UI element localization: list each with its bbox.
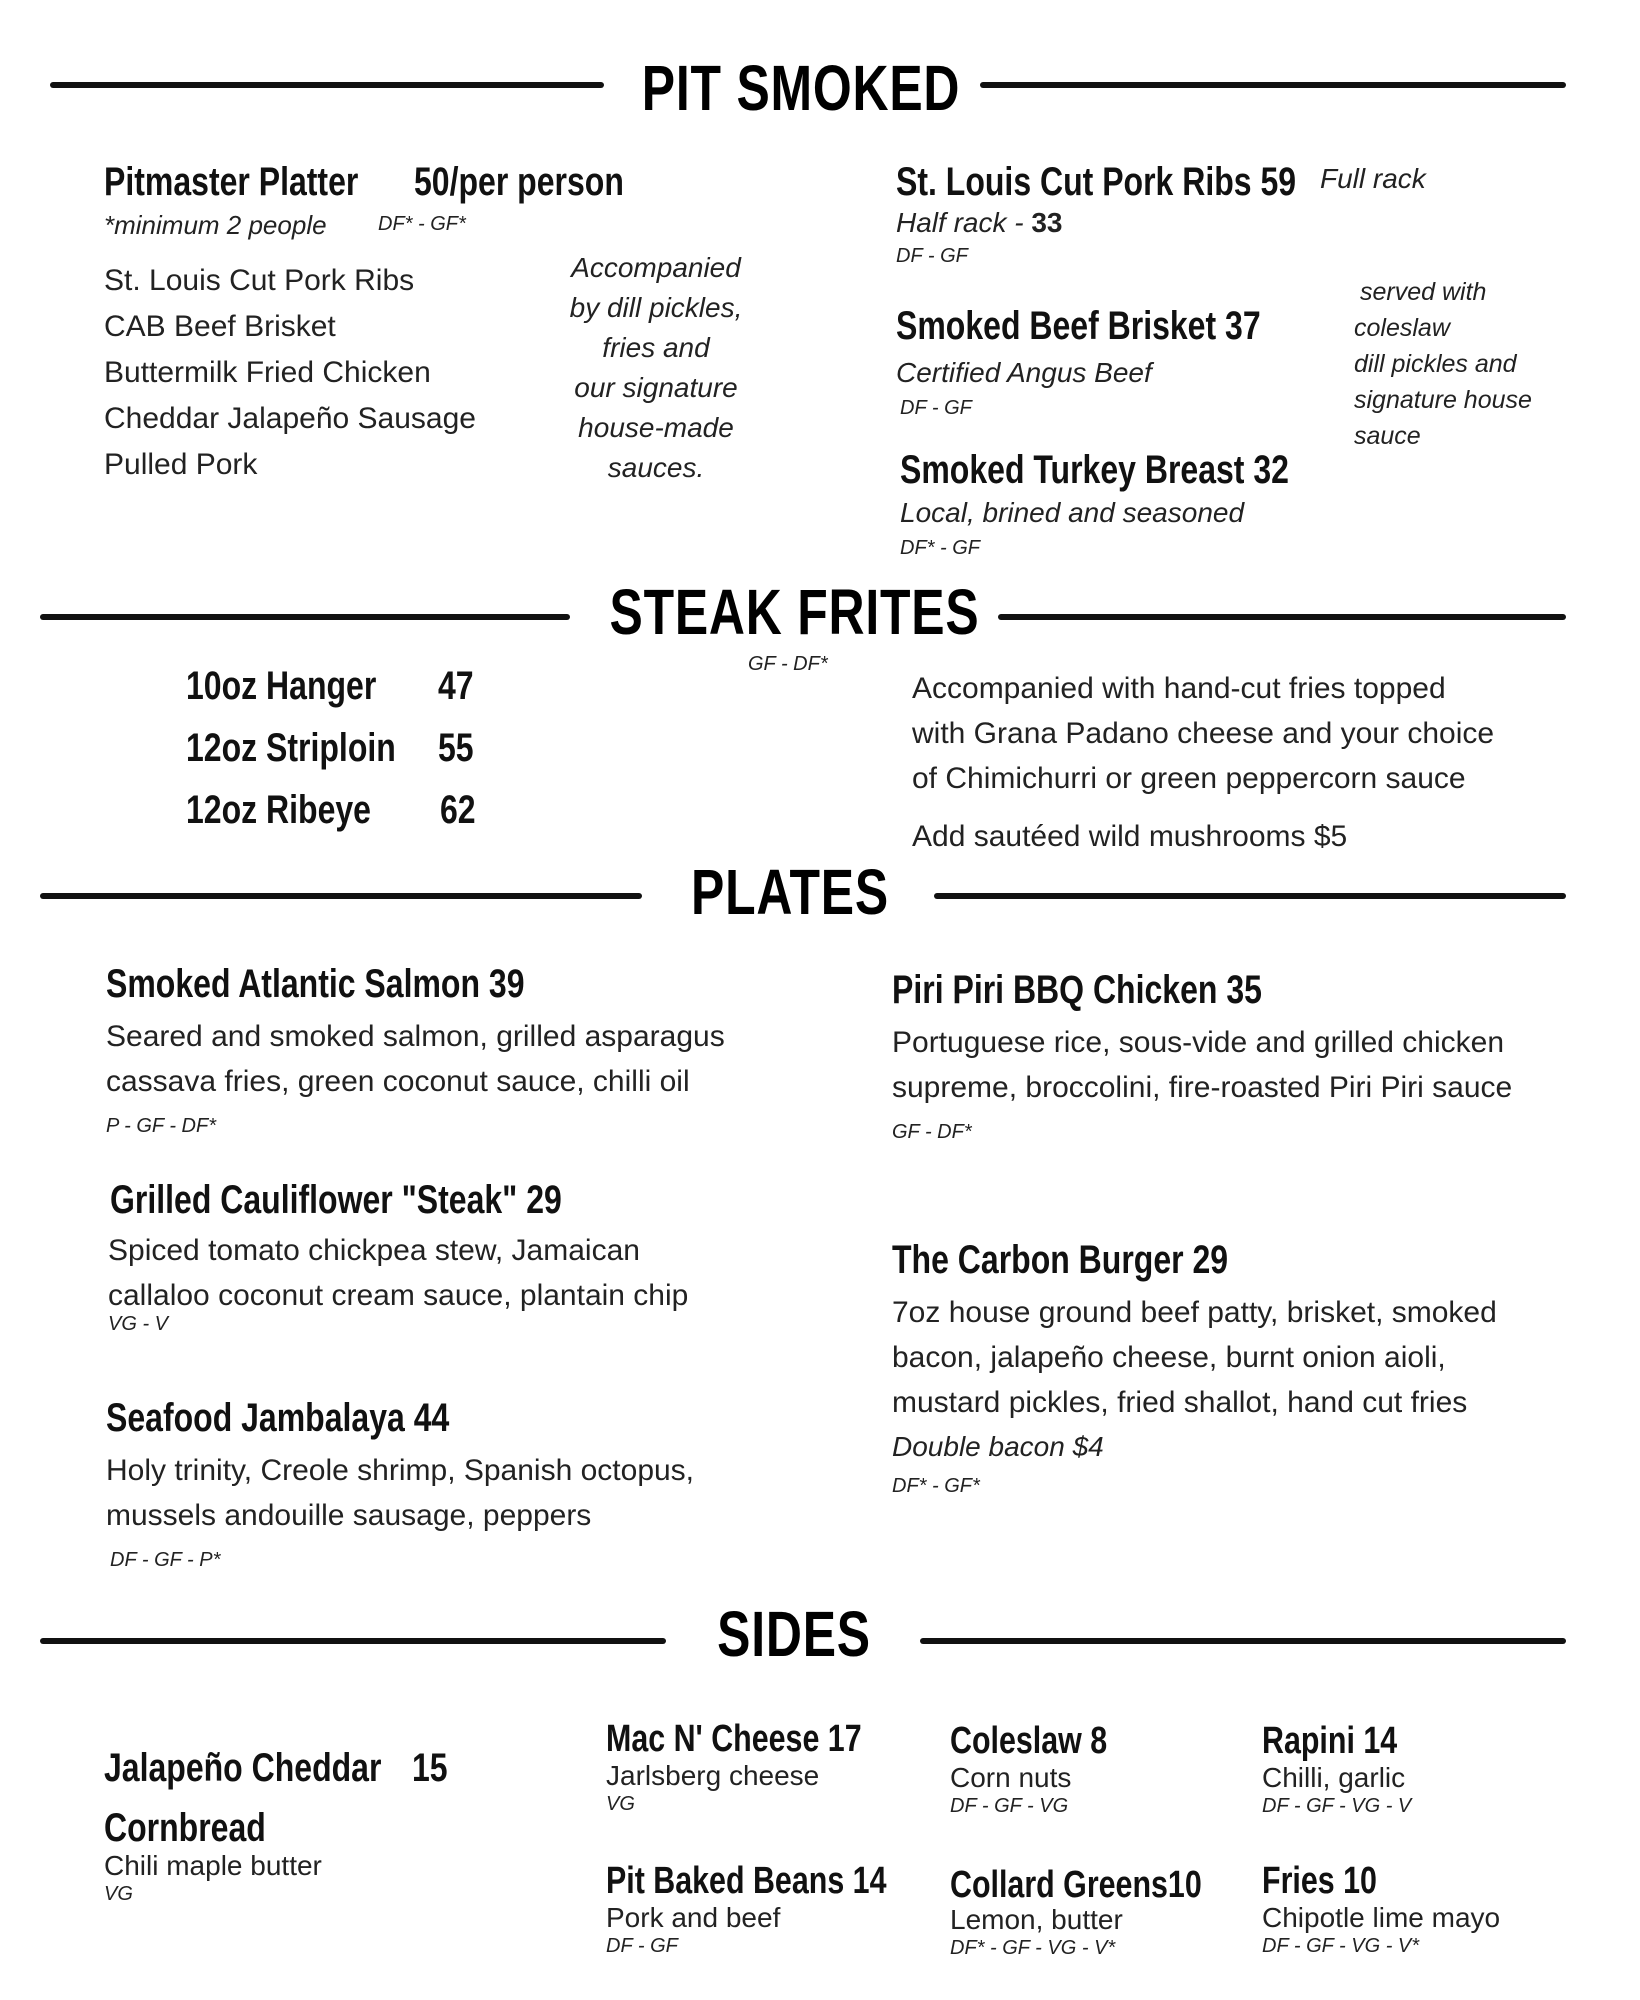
divider-rule xyxy=(40,1638,666,1644)
side-title-fries: Fries 10 xyxy=(1262,1860,1377,1902)
section-title-pit-smoked: PIT SMOKED xyxy=(641,52,961,124)
section-title-plates: PLATES xyxy=(691,856,889,928)
item-title-jambalaya: Seafood Jambalaya 44 xyxy=(106,1396,450,1440)
side-title-rapini: Rapini 14 xyxy=(1262,1720,1398,1762)
item-title-salmon: Smoked Atlantic Salmon 39 xyxy=(106,962,525,1006)
steak-name: 12oz Striploin xyxy=(186,726,396,770)
dietary-tags: DF* - GF* xyxy=(378,213,466,235)
dietary-tags: DF - GF xyxy=(606,1935,678,1957)
dietary-tags: VG - V xyxy=(108,1313,169,1335)
divider-rule xyxy=(40,893,642,899)
dietary-tags: GF - DF* xyxy=(892,1121,972,1143)
item-desc-line: Portuguese rice, sous-vide and grilled chicken xyxy=(892,1026,1504,1059)
item-desc-line: mussels andouille sausage, peppers xyxy=(106,1499,592,1532)
steak-name: 10oz Hanger xyxy=(186,664,377,708)
side-desc: Lemon, butter xyxy=(950,1904,1123,1935)
item-desc xyxy=(892,1290,1497,1425)
divider-rule xyxy=(920,1638,1566,1644)
accompaniment-line: by dill pickles, xyxy=(569,292,743,323)
platter-item: Pulled Pork xyxy=(104,448,258,481)
item-title-pork-ribs: St. Louis Cut Pork Ribs 59 xyxy=(896,160,1297,204)
dietary-tags: DF - GF - VG xyxy=(950,1795,1069,1817)
divider-rule xyxy=(40,614,570,620)
item-title-beef-brisket: Smoked Beef Brisket 37 xyxy=(896,304,1261,348)
item-desc-line: Spiced tomato chickpea stew, Jamaican xyxy=(108,1234,640,1267)
item-title-carbon-burger: The Carbon Burger 29 xyxy=(892,1238,1229,1282)
ribs-half-price: 33 xyxy=(1031,207,1063,238)
item-desc xyxy=(892,1020,1512,1110)
dietary-tags: DF - GF xyxy=(900,397,972,419)
steak-price: 55 xyxy=(438,726,474,770)
accompaniment-line: house-made xyxy=(578,412,734,443)
dietary-tags: VG xyxy=(606,1793,635,1815)
item-title-cauliflower: Grilled Cauliflower "Steak" 29 xyxy=(110,1178,562,1222)
ribs-full-rack: Full rack xyxy=(1320,163,1426,194)
item-desc-line: cassava fries, green coconut sauce, chilli oil xyxy=(106,1065,690,1098)
item-desc-line: mustard pickles, fried shallot, hand cut fries xyxy=(892,1386,1468,1419)
side-desc: Jarlsberg cheese xyxy=(606,1760,820,1791)
dietary-tags: DF - GF - VG - V xyxy=(1262,1795,1412,1817)
side-title-collard-greens: Collard Greens10 xyxy=(950,1864,1202,1906)
dietary-tags: P - GF - DF* xyxy=(106,1115,216,1137)
steak-price: 47 xyxy=(438,664,474,708)
item-title-pitmaster-platter: Pitmaster Platter xyxy=(104,160,359,204)
item-desc-line: callaloo coconut cream sauce, plantain chip xyxy=(108,1279,689,1312)
steak-desc-line: with Grana Padano cheese and your choice xyxy=(912,717,1495,750)
divider-rule xyxy=(998,614,1566,620)
side-desc: Chili maple butter xyxy=(104,1850,322,1881)
divider-rule xyxy=(934,893,1566,899)
item-desc xyxy=(106,1448,694,1538)
side-desc: Pork and beef xyxy=(606,1902,781,1933)
accompaniment-line: Accompanied xyxy=(571,252,741,283)
item-desc xyxy=(108,1228,688,1318)
dietary-tags: VG xyxy=(104,1883,133,1905)
dietary-tags: DF - GF xyxy=(896,245,968,267)
served-with-note xyxy=(1354,274,1532,454)
item-title-piri-piri: Piri Piri BBQ Chicken 35 xyxy=(892,968,1262,1012)
accompaniment-line: our signature xyxy=(574,372,738,403)
accompaniment-line: fries and xyxy=(602,332,710,363)
item-price-pitmaster-platter: 50/per person xyxy=(414,160,624,204)
divider-rule xyxy=(50,82,604,88)
item-desc-line: 7oz house ground beef patty, brisket, smoked xyxy=(892,1296,1497,1329)
platter-item: Buttermilk Fried Chicken xyxy=(104,356,431,389)
side-title-mac-n-cheese: Mac N' Cheese 17 xyxy=(606,1718,862,1760)
served-with-line: signature house xyxy=(1354,386,1532,414)
section-title-steak-frites: STEAK FRITES xyxy=(609,576,980,648)
item-desc-line: supreme, broccolini, fire-roasted Piri Piri sauce xyxy=(892,1071,1513,1104)
item-desc-line: bacon, jalapeño cheese, burnt onion aioli, xyxy=(892,1341,1446,1374)
burger-addon: Double bacon $4 xyxy=(892,1431,1104,1462)
platter-item: Cheddar Jalapeño Sausage xyxy=(104,402,476,435)
item-desc-line: Seared and smoked salmon, grilled asparagus xyxy=(106,1020,725,1053)
dietary-tags: DF* - GF - VG - V* xyxy=(950,1937,1116,1959)
side-desc: Chipotle lime mayo xyxy=(1262,1902,1501,1933)
side-title-cornbread-line2: Cornbread xyxy=(104,1806,266,1850)
item-desc: Local, brined and seasoned xyxy=(900,497,1245,528)
platter-item: CAB Beef Brisket xyxy=(104,310,336,343)
dietary-tags: DF* - GF* xyxy=(892,1475,980,1497)
dietary-tags: DF - GF - P* xyxy=(110,1549,221,1571)
side-desc: Corn nuts xyxy=(950,1762,1072,1793)
ribs-half-rack xyxy=(896,206,1063,240)
steak-price: 62 xyxy=(440,788,476,832)
accompaniment-note xyxy=(536,248,776,488)
section-title-sides: SIDES xyxy=(717,1598,871,1670)
served-with-line: dill pickles and xyxy=(1354,350,1517,378)
served-with-line: coleslaw xyxy=(1354,314,1450,342)
ribs-half-label: Half rack - xyxy=(896,207,1032,238)
item-desc: Certified Angus Beef xyxy=(896,357,1152,388)
side-price-cornbread: 15 xyxy=(412,1746,448,1790)
side-desc: Chilli, garlic xyxy=(1262,1762,1406,1793)
side-title-cornbread: Jalapeño Cheddar xyxy=(104,1746,382,1790)
item-title-turkey-breast: Smoked Turkey Breast 32 xyxy=(900,448,1289,492)
platter-item: St. Louis Cut Pork Ribs xyxy=(104,264,415,297)
dietary-tags: DF - GF - VG - V* xyxy=(1262,1935,1420,1957)
side-title-baked-beans: Pit Baked Beans 14 xyxy=(606,1860,887,1902)
side-title-coleslaw: Coleslaw 8 xyxy=(950,1720,1108,1762)
served-with-line: sauce xyxy=(1354,422,1421,450)
steak-desc-line: of Chimichurri or green peppercorn sauce xyxy=(912,762,1466,795)
steak-desc-line: Accompanied with hand-cut fries topped xyxy=(912,672,1446,705)
item-desc xyxy=(106,1014,725,1104)
item-note: *minimum 2 people xyxy=(104,210,327,240)
served-with-line: served with xyxy=(1360,278,1487,306)
steak-name: 12oz Ribeye xyxy=(186,788,371,832)
divider-rule xyxy=(980,82,1566,88)
steak-description xyxy=(912,666,1494,801)
dietary-tags: GF - DF* xyxy=(748,653,828,675)
dietary-tags: DF* - GF xyxy=(900,537,980,559)
accompaniment-line: sauces. xyxy=(607,452,705,483)
steak-addon: Add sautéed wild mushrooms $5 xyxy=(912,820,1348,853)
item-desc-line: Holy trinity, Creole shrimp, Spanish octopus, xyxy=(106,1454,695,1487)
